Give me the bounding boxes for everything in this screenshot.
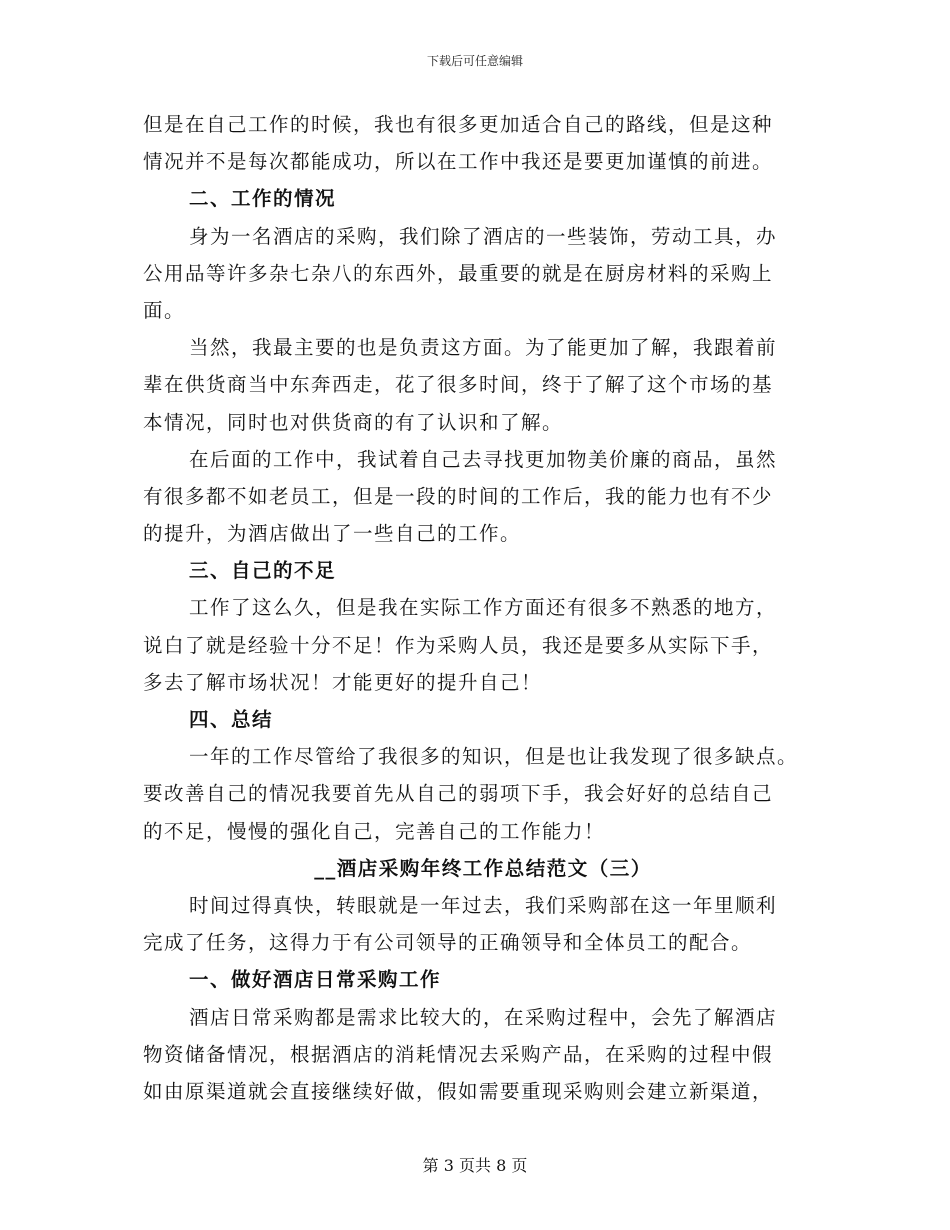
paragraph-line: 完成了任务，这得力于有公司领导的正确领导和全体员工的配合。 <box>143 931 753 955</box>
page-footer: 第 3 页共 8 页 <box>422 1156 528 1175</box>
paragraph-line: 有很多都不如老员工，但是一段的时间的工作后，我的能力也有不少 <box>143 484 774 508</box>
paragraph-line: 公用品等许多杂七杂八的东西外，最重要的就是在厨房材料的采购上 <box>143 261 774 285</box>
document-body <box>143 106 823 1110</box>
section-heading-daily-purchasing: 一、做好酒店日常采购工作 <box>189 968 442 992</box>
paragraph-line: 在后面的工作中，我试着自己去寻找更加物美价廉的商品，虽然 <box>189 447 778 471</box>
paragraph-line: 说白了就是经验十分不足！作为采购人员，我还是要多从实际下手， <box>143 633 774 657</box>
section-heading-work-situation: 二、工作的情况 <box>189 187 337 211</box>
paragraph-line: 酒店日常采购都是需求比较大的，在采购过程中，会先了解酒店 <box>189 1005 778 1029</box>
paragraph-line: 要改善自己的情况我要首先从自己的弱项下手，我会好好的总结自己 <box>143 782 774 806</box>
article-title: __酒店采购年终工作总结范文（三） <box>314 856 652 880</box>
paragraph-line: 时间过得真快，转眼就是一年过去，我们采购部在这一年里顺利 <box>189 893 778 917</box>
page-header: 下载后可任意编辑 <box>426 54 523 68</box>
paragraph-line: 身为一名酒店的采购，我们除了酒店的一些装饰，劳动工具，办 <box>189 224 778 248</box>
section-heading-shortcomings: 三、自己的不足 <box>189 559 337 583</box>
paragraph-line: 本情况，同时也对供货商的有了认识和了解。 <box>143 410 564 434</box>
section-heading-summary: 四、总结 <box>189 708 274 731</box>
paragraph-line: 面。 <box>143 298 186 322</box>
paragraph-line: 物资储备情况，根据酒店的消耗情况去采购产品，在采购的过程中假 <box>143 1042 774 1066</box>
paragraph-line: 工作了这么久，但是我在实际工作方面还有很多不熟悉的地方， <box>189 596 778 620</box>
paragraph-line: 如由原渠道就会直接继续好做，假如需要重现采购则会建立新渠道， <box>143 1079 774 1103</box>
paragraph-line: 的提升，为酒店做出了一些自己的工作。 <box>143 522 522 546</box>
paragraph-line: 的不足，慢慢的强化自己，完善自己的工作能力！ <box>143 819 606 843</box>
paragraph-line: 但是在自己工作的时候，我也有很多更加适合自己的路线，但是这种 <box>143 113 774 136</box>
paragraph-line: 一年的工作尽管给了我很多的知识，但是也让我发现了很多缺点。 <box>189 745 799 769</box>
paragraph-line: 情况并不是每次都能成功，所以在工作中我还是要更加谨慎的前进。 <box>143 150 774 174</box>
paragraph-line: 辈在供货商当中东奔西走，花了很多时间，终于了解了这个市场的基 <box>143 373 774 397</box>
paragraph-line: 当然，我最主要的也是负责这方面。为了能更加了解，我跟着前 <box>189 336 778 360</box>
paragraph-line: 多去了解市场状况！才能更好的提升自己！ <box>143 670 543 694</box>
